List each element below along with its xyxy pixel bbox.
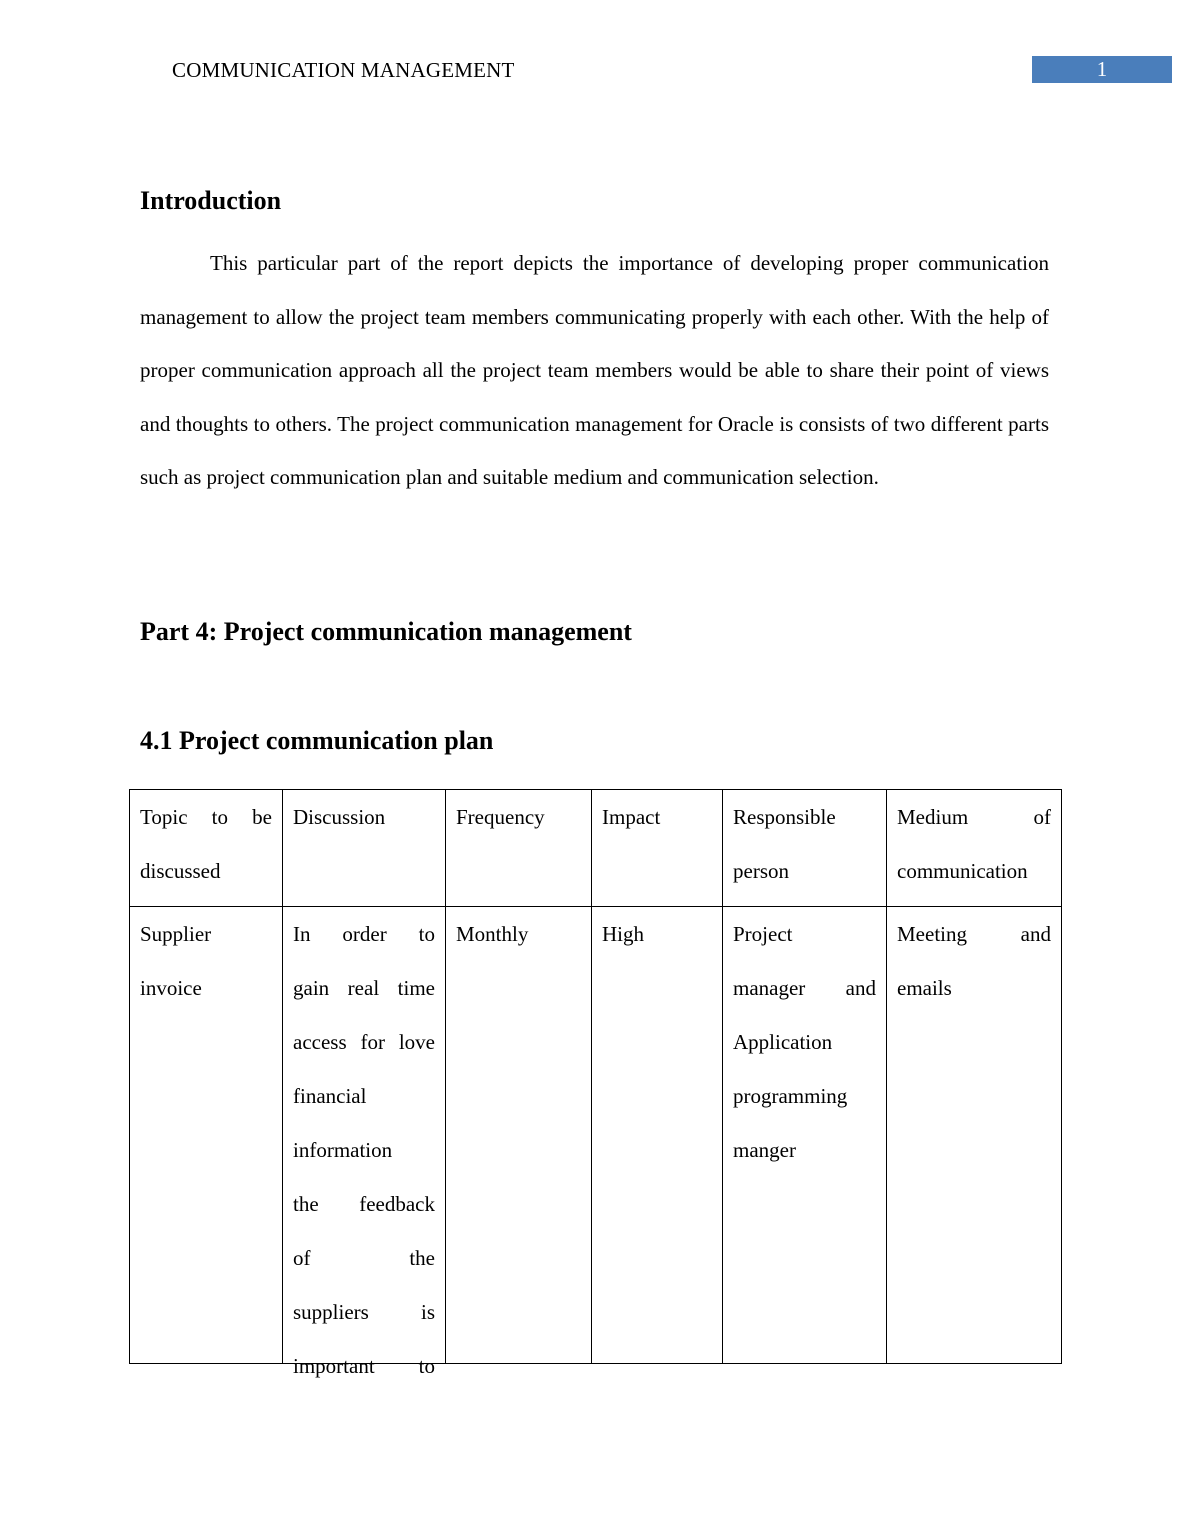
header-frequency [446,790,592,907]
cell-responsible-line: manger [733,1138,796,1162]
header-topic [130,790,283,907]
cell-discussion-line: gain real time [293,976,435,1000]
header-frequency-line: Frequency [456,805,545,829]
cell-frequency-text: Monthly [456,922,529,946]
header-discussion-line: Discussion [293,805,386,829]
header-topic-line: discussed [140,859,221,883]
header-responsible [723,790,887,907]
cell-discussion-line: information [293,1138,393,1162]
cell-discussion-line: suppliers is [293,1300,435,1324]
header-impact-line: Impact [602,805,661,829]
communication-plan-table [129,789,1062,1378]
cell-discussion [283,907,446,1378]
cell-impact [592,907,723,1364]
cell-responsible [723,907,887,1364]
header-topic-line: Topic to be [140,805,272,829]
header-responsible-line: person [733,859,789,883]
running-header-title: COMMUNICATION MANAGEMENT [172,58,515,82]
part4-heading: Part 4: Project communication management [140,617,632,646]
header-medium-line: communication [897,859,1028,883]
cell-discussion-line: important to [293,1354,435,1378]
cell-topic-line: invoice [140,976,202,1000]
header-medium-line: Medium of [897,805,1051,829]
cell-topic [130,907,283,1364]
cell-discussion-line: the feedback [293,1192,435,1216]
cell-discussion-line: of the [293,1246,435,1270]
cell-responsible-line: Application [733,1030,833,1054]
cell-topic-line: Supplier [140,922,212,946]
cell-medium-line: Meeting and [897,922,1051,946]
header-medium [887,790,1062,907]
cell-medium [887,907,1062,1364]
table-header-row [130,790,1062,907]
cell-discussion-line: access for love [293,1030,435,1054]
intro-paragraph: This particular part of the report depicts the importance of developing proper communication management to allow the project team members communicating properly with each other. With the help of proper communication approach all the project team members would be able to share their point of views and thoughts to others. The project communication management for Oracle is consists of two different parts such as project communication plan and suitable medium and communication selection. [140,251,1049,490]
cell-frequency [446,907,592,1364]
cell-medium-line: emails [897,976,952,1000]
cell-responsible-line: Project [733,922,793,946]
cell-discussion-line: In order to [293,922,435,946]
page-number-badge: 1 [1032,56,1172,83]
intro-heading: Introduction [140,186,282,215]
cell-responsible-line: programming [733,1084,848,1108]
table-row [130,907,1062,1364]
section-4-1-heading: 4.1 Project communication plan [140,726,494,755]
header-impact [592,790,723,907]
cell-discussion-line: financial [293,1084,367,1108]
cell-responsible-line: manager and [733,976,876,1000]
header-responsible-line: Responsible [733,805,836,829]
cell-impact-text: High [602,922,644,946]
header-discussion [283,790,446,907]
